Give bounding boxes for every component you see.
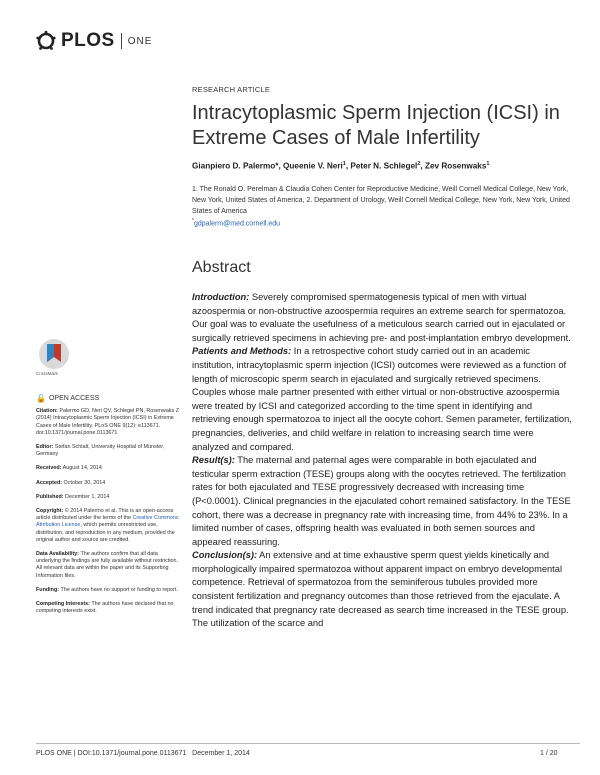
section-label: Introduction: [192,292,250,302]
received-label: Received: [36,465,62,472]
open-access-label: OPEN ACCESS [48,395,100,402]
abstract-body [192,291,572,631]
author-name[interactable]: Queenie V. Neri [283,161,343,171]
published-date: December 1, 2014 [63,493,110,500]
open-access-badge [36,395,179,402]
abstract-section [192,291,572,345]
plos-one-logo [35,28,152,54]
copyright-label: Copyright: [36,508,64,515]
corresponding-email[interactable] [192,218,280,227]
author-name[interactable]: Peter N. Schlegel [350,161,418,171]
published-label: Published: [36,493,64,500]
accepted-block [36,480,179,487]
author-affil-sup: 1 [486,161,490,167]
author-name[interactable]: Zev Rosenwaks [424,161,487,171]
received-block [36,465,179,472]
article-title: Intracytoplasmic Sperm Injection (ICSI) in Extreme Cases of Male Infertility [192,102,560,149]
citation-label: Citation: [36,408,58,415]
email-link[interactable]: gdpalerm@med.cornell.edu [193,220,281,228]
competing-interests-block [36,601,179,615]
email-marker: * [192,218,194,224]
plos-logo-icon [35,30,57,52]
logo-text: PLOS [61,30,115,51]
author-affil-sup: 2 [417,161,421,167]
crossmark-label: CrossMark [36,371,58,376]
received-date: August 14, 2014 [61,465,102,472]
funding-label: Funding: [36,586,60,593]
logo-divider [121,33,122,49]
abstract-section [192,549,572,631]
author-name[interactable]: Gianpiero D. Palermo* [192,161,279,171]
article-info-sidebar [36,395,179,622]
competing-interests-text: The authors have declared that no competing interests exist. [36,601,174,615]
data-availability-label: Data Availability: [36,551,80,558]
section-label: Conclusion(s): [192,550,258,561]
funding-block [36,587,179,594]
funding-text: The authors have no support or funding to report. [59,586,178,593]
editor-block [36,444,179,458]
abstract-heading: Abstract [192,259,251,276]
data-availability-block [36,551,179,580]
section-text: An extensive and at time exhaustive sperm quest yields kinetically and morphologically impaired spermatozoa without apparent impact on embryo developmental competence. Retrieval of spermatozoa from the seminiferous tubules provided more consistent fertilization and pregnancy outcomes than those retrieved from the ejaculate. A trend indicated that pregnancy rate decreased as search time increased in the TESE group. The utilization of the scarce and [192,550,569,629]
accepted-date: October 30, 2014 [62,479,106,486]
section-text: In a retrospective cohort study carried out in an academic institution, intracytoplasmic sperm injection (ICSI) outcomes were reviewed as a function of length of microscopic sperm search in ejaculated and surgically retrieved specimens. Couples whose male partner presented with either virtual or non-obstructive azoospermia were treated by ICSI and categorized according to the time spent in identifying and retrieving enough spermatozoa to inject all the oocyte cohort. Semen parameter, fertilization, pregnancies, deliveries, and child welfare in relation to increasing search time were analyzed and compared. [192,346,572,452]
affiliations: 1. The Ronald O. Perelman & Claudia Cohen Center for Reproductive Medicine, Weill Cornell Medical College, New York, New York, United States of America, 2. Department of Urology, Weill Cornell Medical College, New York, New York, United States of America [192,186,570,215]
competing-interests-label: Competing Interests: [36,601,90,608]
license-link[interactable]: Creative Commons Attribution License [36,515,179,529]
footer-divider [36,743,580,744]
editor-label: Editor: [36,444,54,451]
published-block [36,494,179,501]
section-text: The maternal and paternal ages were comparable in both ejaculated and testicular sperm extraction (TESE) groups along with the oocytes retrieved. The fertilization rates for both ejaculated and TESE progressively decreased with increasing time (P<0.0001). Clinical pregnancies in the ejaculated cohort remained satisfactory. In the TESE cohort, there was a decrease in pregnancy rate with increasing time, from 44% to 23%. In a limited number of cases, offspring health was evaluated in both semen sources and appeared reassuring. [192,455,571,547]
copyright-block [36,508,179,544]
open-lock-icon: 🔓 [36,394,46,403]
section-label: Patients and Methods: [192,346,292,357]
abstract-section [192,454,572,549]
logo-journal: ONE [127,35,153,47]
copyright-text-end: , which permits unrestricted use, distribution, and reproduction in any medium, provided the original author and source are credited. [36,522,175,543]
abstract-section [192,345,572,454]
data-availability-text: The authors confirm that all data underlying the findings are fully available without restriction. All relevant data are within the paper and its Supporting Information files. [36,551,179,579]
editor-text: Stefan Schlatt, University Hospital of Münster, Germany [36,444,165,458]
copyright-text: © 2014 Palermo et al. This is an open-access article distributed under the terms of the [36,508,174,522]
author-list: Gianpiero D. Palermo*, Queenie V. Neri$^1$, Peter N. Schlegel$^2$, Zev Rosenwaks$^1$ [192,161,490,171]
citation-text: Palermo GD, Neri QV, Schlegel PN, Rosenwaks Z (2014) Intracytoplasmic Sperm Injection (ICSI) in Extreme Cases of Male Infertility. PLoS ONE 9(12): e113671. doi:10.1371/journal.pone.0113671 [36,408,179,436]
citation-block [36,408,179,437]
section-label: Result(s): [192,455,235,466]
author-affil-sup: 1 [342,161,346,167]
crossmark-icon[interactable] [38,338,70,370]
page-number: 1 / 20 [540,750,558,757]
section-text: Severely compromised spermatogenesis typical of men with virtual azoospermia or non-obstructive azoospermia requires an extreme search for spermatozoa. Our goal was to evaluate the usefulness of a meticulous search carried out in ejaculated or surgically retrieved specimens in achieving pre- and post-implantation embryo development. [192,292,571,343]
footer-citation: PLOS ONE | DOI:10.1371/journal.pone.0113671 December 1, 2014 [36,750,250,757]
article-type: RESEARCH ARTICLE [192,85,271,94]
accepted-label: Accepted: [36,479,63,486]
